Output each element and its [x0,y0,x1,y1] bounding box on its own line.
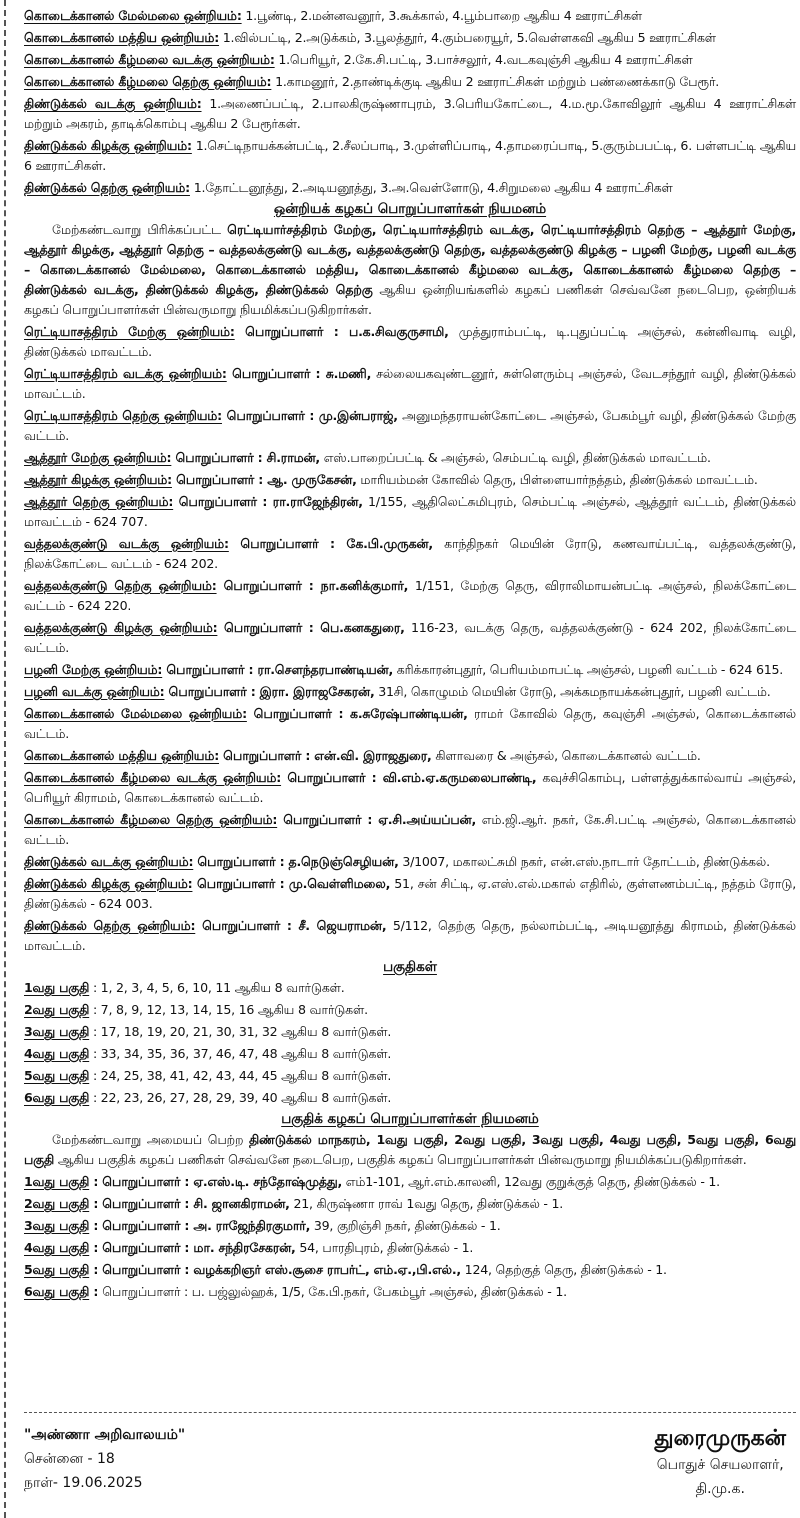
appointee-name: வழக்கறிஞர் எஸ்.சூசை ராபர்ட், எம்.ஏ.,பி.எல்., [193,1262,461,1277]
part-appointments-intro: மேற்கண்டவாறு அமையப் பெற்ற திண்டுக்கல் மாநகரம், 1வது பகுதி, 2வது பகுதி, 3வது பகுதி, 4வது பகுதி, 5வது பகுதி, 6வது பகுதி ஆகிய பகுதிக் கழகப் பணிகள் செவ்வனே நடைபெற, பகுதிக் கழகப் பொறுப்பாளர்கள் பின்வருமாறு நியமிக்கப்படுகிறார்கள். [24,1132,796,1167]
appointment-label: : பொறுப்பாளர் : [89,1262,194,1277]
union-entry [24,136,796,176]
ward-entry [24,1022,796,1042]
union-villages: 1.வில்பட்டி, 2.அடுக்கம், 3.பூலத்தூர், 4.கும்பரையூர், 5.வெள்ளகவி ஆகிய 5 ஊராட்சிகள் [219,30,716,45]
appointee-name: இரா. இராஜசேகரன், [259,684,375,699]
union-appointment [24,852,796,872]
appointment-union: திண்டுக்கல் கிழக்கு ஒன்றியம்: [24,876,193,891]
ward-part: 1வது பகுதி [24,980,90,995]
appointment-union: ரெட்டியாசத்திரம் வடக்கு ஒன்றியம்: [24,366,227,381]
ward-part: 4வது பகுதி [24,1046,90,1061]
union-name: கொடைக்கானல் மத்திய ஒன்றியம்: [24,30,220,45]
ward-numbers: : 17, 18, 19, 20, 21, 30, 31, 32 ஆகிய 8 வார்டுகள். [89,1024,392,1039]
union-appointment [24,704,796,744]
appointee-address: கிளாவரை & அஞ்சல், கொடைக்கானல் வட்டம். [431,748,701,763]
appointee-name: அ. ராஜேந்திரகுமார், [193,1218,311,1233]
ward-numbers: : 33, 34, 35, 36, 37, 46, 47, 48 ஆகிய 8 வார்டுகள். [89,1046,392,1061]
part-appointments-list [24,1172,796,1302]
appointee-address: கவுச்சிகொம்பு, பள்ளத்துக்கால்வாய் அஞ்சல், பெரியூர் கிராமம், கொடைக்கானல் வட்டம். [24,770,796,805]
appointee-name: மு.இன்பராஜ், [318,408,398,423]
appointment-union: ஆத்தூர் கிழக்கு ஒன்றியம்: [24,472,172,487]
appointment-label: பொறுப்பாளர் : [164,684,260,699]
union-villages: 1.பூண்டி, 2.மன்னவனூர், 3.கூக்கால், 4.பூம்பாறை ஆகிய 4 ஊராட்சிகள் [241,8,642,23]
union-appointments-title: ஒன்றியக் கழகப் பொறுப்பாளர்கள் நியமனம் [273,201,547,217]
appointment-label: : பொறுப்பாளர் : [89,1240,194,1255]
appointee-name: ரா.சௌந்தரபாண்டியன், [257,662,394,677]
union-entry [24,178,796,198]
appointee-address: எஸ்.பாறைப்பட்டி & அஞ்சல், செம்பட்டி வழி, திண்டுக்கல் மாவட்டம். [319,450,711,465]
issue-date: நாள்- 19.06.2025 [24,1475,143,1491]
appointment-union: ரெட்டியாசத்திரம் மேற்கு ஒன்றியம்: [24,324,235,339]
part-appointment [24,1216,796,1236]
union-entry [24,72,796,92]
wards-list [24,978,796,1108]
appointment-union: வத்தலக்குண்டு கிழக்கு ஒன்றியம்: [24,620,218,635]
union-entry [24,50,796,70]
union-name: கொடைக்கானல் கீழ்மலை வடக்கு ஒன்றியம்: [24,52,275,67]
appointee-address: 31சி, கொழுமம் மெயின் ரோடு, அக்கமநாயக்கன்புதூர், பழனி வட்டம். [374,684,771,699]
union-appointment [24,682,796,702]
appointment-label: பொறுப்பாளர் : [281,770,383,785]
appointee-address: 5/112, தெற்கு தெரு, நல்லாம்பட்டி, அடியனூத்து கிராமம், திண்டுக்கல் மாவட்டம். [24,918,797,953]
union-appointment [24,576,796,616]
appointment-label: பொறுப்பாளர் : [246,706,351,721]
union-entry [24,28,796,48]
ward-part: 3வது பகுதி [24,1024,90,1039]
appointee-address: மாரியம்மன் கோவில் தெரு, பிள்ளையார்நத்தம், திண்டுக்கல் மாவட்டம். [356,472,758,487]
appointment-label: பொறுப்பாளர் : [216,578,321,593]
office-city: சென்னை - 18 [24,1451,115,1467]
union-name: கொடைக்கானல் கீழ்மலை தெற்கு ஒன்றியம்: [24,74,272,89]
appointment-label: பொறுப்பாளர் : [173,494,273,509]
appointee-name: நா.கனிக்குமார், [320,578,409,593]
appointment-label: பொறுப்பாளர் : [219,748,315,763]
ward-part: 2வது பகுதி [24,1002,90,1017]
ward-numbers: : 1, 2, 3, 4, 5, 6, 10, 11 ஆகிய 8 வார்டுகள். [89,980,345,995]
appointee-address: 51, சன் சிட்டி, ஏ.எஸ்.எல்.மகால் எதிரில், குள்ளணம்பட்டி, நத்தம் ரோடு, திண்டுக்கல் - 624 003. [24,876,796,911]
union-name: திண்டுக்கல் கிழக்கு ஒன்றியம்: [24,138,192,153]
appointee-address: 116-23, வடக்கு தெரு, வத்தலக்குண்டு - 624 202, நிலக்கோட்டை வட்டம். [24,620,796,655]
appointee-address: 124, தெற்குத் தெரு, திண்டுக்கல் - 1. [460,1262,667,1277]
appointee-name: சீ. ஜெயராமன், [298,918,387,933]
appointee-name: க.சுரேஷ்பாண்டியன், [350,706,468,721]
union-appointment [24,322,796,362]
appointment-union: பழனி மேற்கு ஒன்றியம்: [24,662,163,677]
party-name: தி.மு.க. [695,1481,745,1497]
union-appointment [24,492,796,532]
ward-entry [24,1088,796,1108]
union-villages: 1.செட்டிநாயக்கன்பட்டி, 2.சீலப்பாடி, 3.முள்ளிப்பாடி, 4.தாமரைப்பாடி, 5.குரும்பபட்டி, 6. பள்ளபட்டி ஆகிய 6 ஊராட்சிகள். [24,138,796,173]
appointment-union: கொடைக்கானல் மத்திய ஒன்றியம்: [24,748,220,763]
appointment-label: பொறுப்பாளர் : [195,918,299,933]
ward-entry [24,1044,796,1064]
appointment-union: ஆத்தூர் தெற்கு ஒன்றியம்: [24,494,174,509]
appointee-name: ஏ.சி.அய்யப்பன், [378,812,477,827]
appointee-address: 3/1007, மகாலட்சுமி நகர், என்.எஸ்.நாடார் தோட்டம், திண்டுக்கல். [398,854,770,869]
union-appointment [24,746,796,766]
union-name: திண்டுக்கல் வடக்கு ஒன்றியம்: [24,96,202,111]
union-name: கொடைக்கானல் மேல்மலை ஒன்றியம்: [24,8,242,23]
union-villages: 1.அணைப்பட்டி, 2.பாலகிருஷ்ணாபுரம், 3.பெரியகோட்டை, 4.ம.மூ.கோவிலூர் ஆகிய 4 ஊராட்சிகள் மற்றும் அகரம், தாடிக்கொம்பு ஆகிய 2 பேரூர்கள். [24,96,796,131]
union-appointment [24,874,796,914]
union-entry [24,6,796,26]
ward-part: 5வது பகுதி [24,1068,90,1083]
appointee-name: ஏ.எஸ்.டி. சந்தோஷ்முத்து, [193,1174,343,1189]
appointee-name: மா. சந்திரசேகரன், [193,1240,296,1255]
appointee-address: 21, கிருஷ்ணா ராவ் 1வது தெரு, திண்டுக்கல் - 1. [289,1196,563,1211]
part-appointment [24,1172,796,1192]
union-appointment [24,470,796,490]
appointment-union: கொடைக்கானல் கீழ்மலை தெற்கு ஒன்றியம்: [24,812,278,827]
appointment-union: வத்தலக்குண்டு தெற்கு ஒன்றியம்: [24,578,217,593]
appointee-address: 1/155, ஆதிலெட்சுமிபுரம், செம்பட்டி அஞ்சல், ஆத்தூர் வட்டம், திண்டுக்கல் மாவட்டம் - 624 707. [24,494,796,529]
part-appointment [24,1194,796,1214]
union-appointment [24,406,796,446]
appointment-label: பொறுப்பாளர் : [221,408,319,423]
appointment-union: திண்டுக்கல் தெற்கு ஒன்றியம்: [24,918,196,933]
union-appointments-list [24,322,796,956]
appointment-label: பொறுப்பாளர் : [192,876,289,891]
union-villages: 1.காமனூர், 2.தாண்டிக்குடி ஆகிய 2 ஊராட்சிகள் மற்றும் பண்ணைக்காடு பேரூர். [271,74,720,89]
union-appointment [24,916,796,956]
union-appointment [24,810,796,850]
appointment-label: பொறுப்பாளர் : [277,812,379,827]
appointee-name: வி.எம்.ஏ.கருமலைபாண்டி, [382,770,537,785]
appointee-name: மு.வெள்ளிமலை, [288,876,391,891]
appointee-name: என்.வி. இராஜதுரை, [314,748,432,763]
union-name: திண்டுக்கல் தெற்கு ஒன்றியம்: [24,180,190,195]
part-appointment [24,1260,796,1280]
office-name: "அண்ணா அறிவாலயம்" [24,1427,186,1443]
appointee-name: சி. ஜானகிராமன், [193,1196,290,1211]
signatory-block [655,1423,796,1501]
appointee-address: பொறுப்பாளர் : ப. பஜ்லுல்ஹக், 1/5, கே.பி.நகர், பேகம்பூர் அஞ்சல், திண்டுக்கல் - 1. [102,1284,567,1299]
appointee-name: சு.மணி, [325,366,372,381]
union-appointments-intro: மேற்கண்டவாறு பிரிக்கப்பட்ட ரெட்டியார்சத்திரம் மேற்கு, ரெட்டியார்சத்திரம் வடக்கு, ரெட்டியார்சத்திரம் தெற்கு – ஆத்தூர் மேற்கு, ஆத்தூர் கிழக்கு, ஆத்தூர் தெற்கு – வத்தலக்குண்டு வடக்கு, வத்தலக்குண்டு தெற்கு, வத்தலக்குண்டு கிழக்கு – பழனி மேற்கு, பழனி வடக்கு – கொடைக்கானல் மேல்மலை, கொடைக்கானல் மத்திய, கொடைக்கானல் கீழ்மலை வடக்கு, கொடைக்கானல் கீழ்மலை தெற்கு – திண்டுக்கல் வடக்கு, திண்டுக்கல் கிழக்கு, திண்டுக்கல் தெற்கு ஆகிய ஒன்றியங்களில் கழகப் பணிகள் செவ்வனே நடைபெற, ஒன்றியக் கழகப் பொறுப்பாளர்கள் பின்வருமாறு நியமிக்கப்படுகிறார்கள். [24,222,796,317]
union-appointment [24,660,796,680]
appointment-label: பொறுப்பாளர் : [193,854,289,869]
appointment-label: : பொறுப்பாளர் : [89,1196,194,1211]
appointment-union: பழனி வடக்கு ஒன்றியம்: [24,684,165,699]
appointee-name: ரா.ராஜேந்திரன், [272,494,363,509]
part-appointments-title: பகுதிக் கழகப் பொறுப்பாளர்கள் நியமனம் [281,1111,539,1127]
appointment-label: பொறுப்பாளர் : [217,620,321,635]
appointment-label: : [89,1284,103,1299]
appointee-name: சி.ராமன், [266,450,320,465]
appointee-name: பெ.கனகதுரை, [320,620,405,635]
union-composition-list [24,6,796,198]
appointee-address: 54, பாரதிபுரம், திண்டுக்கல் - 1. [295,1240,474,1255]
appointee-address: சல்லையகவுண்டனூர், சுள்ளெரும்பு அஞ்சல், வேடசந்தூர் வழி, திண்டுக்கல் மாவட்டம். [24,366,796,401]
wards-title: பகுதிகள் [383,959,437,975]
appointee-address: அனுமந்தராயன்கோட்டை அஞ்சல், பேகம்பூர் வழி, திண்டுக்கல் மேற்கு வட்டம். [24,408,796,443]
part-appointment [24,1238,796,1258]
office-block [24,1423,185,1501]
signatory-designation: பொதுச் செயலாளர், [656,1457,784,1473]
appointee-name: த.நெடுஞ்செழியன், [288,854,399,869]
appointment-label: பொறுப்பாளர் : [226,366,326,381]
union-appointment [24,618,796,658]
union-appointment [24,448,796,468]
appointee-address: காந்திநகர் மெயின் ரோடு, கணவாய்பட்டி, வத்தலக்குண்டு, நிலக்கோட்டை வட்டம் - 624 202. [24,536,796,571]
appointment-part: 6வது பகுதி [24,1284,90,1299]
union-villages: 1.பெரியூர், 2.கே.சி.பட்டி, 3.பாச்சலூர், 4.வடகவுஞ்சி ஆகிய 4 ஊராட்சிகள் [274,52,693,67]
appointment-union: திண்டுக்கல் வடக்கு ஒன்றியம்: [24,854,194,869]
appointment-union: கொடைக்கானல் கீழ்மலை வடக்கு ஒன்றியம்: [24,770,282,785]
appointment-label: பொறுப்பாளர் : [228,536,347,551]
ward-numbers: : 22, 23, 26, 27, 28, 29, 39, 40 ஆகிய 8 வார்டுகள். [89,1090,392,1105]
appointment-union: வத்தலக்குண்டு வடக்கு ஒன்றியம்: [24,536,229,551]
ward-part: 6வது பகுதி [24,1090,90,1105]
part-appointment [24,1282,796,1302]
appointment-label: பொறுப்பாளர் : [171,472,268,487]
ward-numbers: : 24, 25, 38, 41, 42, 43, 44, 45 ஆகிய 8 வார்டுகள். [89,1068,392,1083]
appointment-part: 5வது பகுதி [24,1262,90,1277]
ward-entry [24,1000,796,1020]
ward-entry [24,1066,796,1086]
appointee-address: முத்துராம்பட்டி, டி.புதுப்பட்டி அஞ்சல், கன்னிவாடி வழி, திண்டுக்கல் மாவட்டம். [24,324,796,359]
appointee-address: எம்1-101, ஆர்.எம்.காலனி, 12வது குறுக்குத் தெரு, திண்டுக்கல் - 1. [342,1174,720,1189]
signature-footer [24,1412,796,1501]
appointment-union: கொடைக்கானல் மேல்மலை ஒன்றியம்: [24,706,247,721]
union-villages: 1.தோட்டனூத்து, 2.அடியனூத்து, 3.அ.வெள்ளோடு, 4.சிறுமலை ஆகிய 4 ஊராட்சிகள் [189,180,673,195]
appointment-part: 4வது பகுதி [24,1240,90,1255]
appointment-label: : பொறுப்பாளர் : [89,1218,194,1233]
appointment-union: ஆத்தூர் மேற்கு ஒன்றியம்: [24,450,172,465]
appointee-name: ப.க.சிவகுருசாமி, [349,324,449,339]
ward-entry [24,978,796,998]
appointment-label: பொறுப்பாளர் : [162,662,258,677]
appointee-address: ராமர் கோவில் தெரு, கவுஞ்சி அஞ்சல், கொடைக்கானல் வட்டம். [24,706,797,741]
appointee-address: எம்.ஜி.ஆர். நகர், கே.சி.பட்டி அஞ்சல், கொடைக்கானல் வட்டம். [24,812,796,847]
announcement-page [4,0,800,1518]
union-appointment [24,534,796,574]
appointment-label: பொறுப்பாளர் : [234,324,349,339]
appointee-address: 39, குறிஞ்சி நகர், திண்டுக்கல் - 1. [310,1218,501,1233]
appointment-label: : பொறுப்பாளர் : [89,1174,194,1189]
appointment-part: 1வது பகுதி [24,1174,90,1189]
union-entry [24,94,796,134]
signatory-name: துரைமுருகன் [654,1425,786,1451]
appointment-part: 3வது பகுதி [24,1218,90,1233]
union-appointment [24,364,796,404]
union-appointment [24,768,796,808]
appointee-address: 1/151, மேற்கு தெரு, விராலிமாயன்பட்டி அஞ்சல், நிலக்கோட்டை வட்டம் - 624 220. [24,578,796,613]
appointment-label: பொறுப்பாளர் : [171,450,267,465]
appointment-part: 2வது பகுதி [24,1196,90,1211]
ward-numbers: : 7, 8, 9, 12, 13, 14, 15, 16 ஆகிய 8 வார்டுகள். [89,1002,368,1017]
appointee-address: கரிக்காரன்புதூர், பெரியம்மாபட்டி அஞ்சல், பழனி வட்டம் - 624 615. [393,662,783,677]
appointee-name: கே.பி.முருகன், [346,536,433,551]
appointment-union: ரெட்டியாசத்திரம் தெற்கு ஒன்றியம்: [24,408,222,423]
appointee-name: ஆ. முருகேசன், [267,472,357,487]
